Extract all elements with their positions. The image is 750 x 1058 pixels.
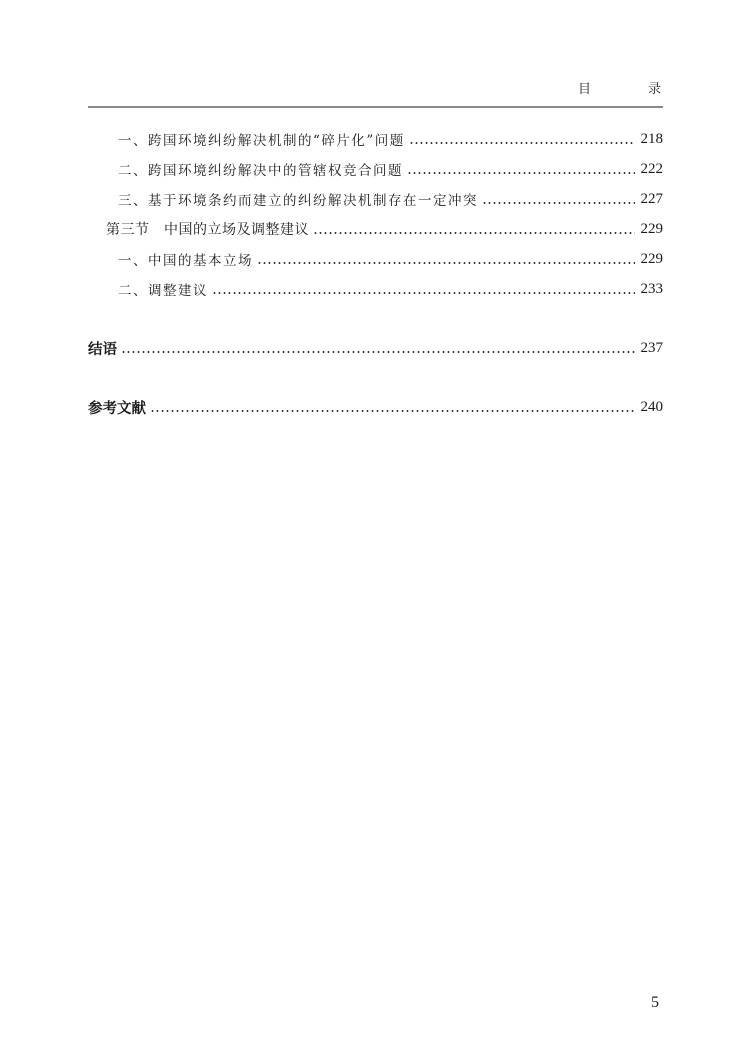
toc-entry-chapter[interactable]	[88, 396, 663, 418]
dot-leader	[121, 351, 635, 353]
dot-leader	[313, 232, 635, 234]
toc-entry-page: 227	[640, 190, 663, 207]
toc-entry-chapter[interactable]	[88, 337, 663, 359]
page-number: 5	[651, 994, 659, 1011]
toc-entry-page: 233	[640, 280, 663, 297]
dot-leader	[257, 262, 635, 264]
toc-entry[interactable]	[88, 188, 663, 210]
toc-entry-label: 一、中国的基本立场	[118, 253, 253, 269]
toc-entry-page: 240	[640, 398, 663, 415]
header-title: 目 录	[577, 82, 683, 97]
dot-leader	[409, 142, 635, 144]
toc-entry[interactable]	[88, 158, 663, 180]
toc-entry-label: 第三节 中国的立场及调整建议	[106, 222, 309, 238]
toc-entry-page: 218	[640, 130, 663, 147]
toc-entry-label: 参考文献	[88, 400, 146, 417]
toc-entry-label: 二、跨国环境纠纷解决中的管辖权竞合问题	[118, 163, 403, 179]
toc-entry[interactable]	[88, 278, 663, 300]
toc-entry-label: 二、调整建议	[118, 283, 208, 299]
toc-entry[interactable]	[88, 248, 663, 270]
dot-leader	[407, 172, 635, 174]
toc-entry-label: 结语	[88, 341, 117, 358]
running-header	[88, 78, 683, 108]
toc-entry[interactable]	[88, 128, 663, 150]
dot-leader	[150, 410, 635, 412]
toc-entry-label: 一、跨国环境纠纷解决机制的“碎片化”问题	[118, 133, 405, 149]
toc-entry-label: 三、基于环境条约而建立的纠纷解决机制存在一定冲突	[118, 193, 478, 209]
dot-leader	[482, 202, 635, 204]
toc-entry-page: 229	[640, 250, 663, 267]
toc-entry-page: 237	[640, 339, 663, 356]
dot-leader	[212, 292, 635, 294]
toc-entry-page: 222	[640, 160, 663, 177]
toc-entry-section[interactable]	[88, 218, 663, 240]
toc-entry-page: 229	[640, 220, 663, 237]
